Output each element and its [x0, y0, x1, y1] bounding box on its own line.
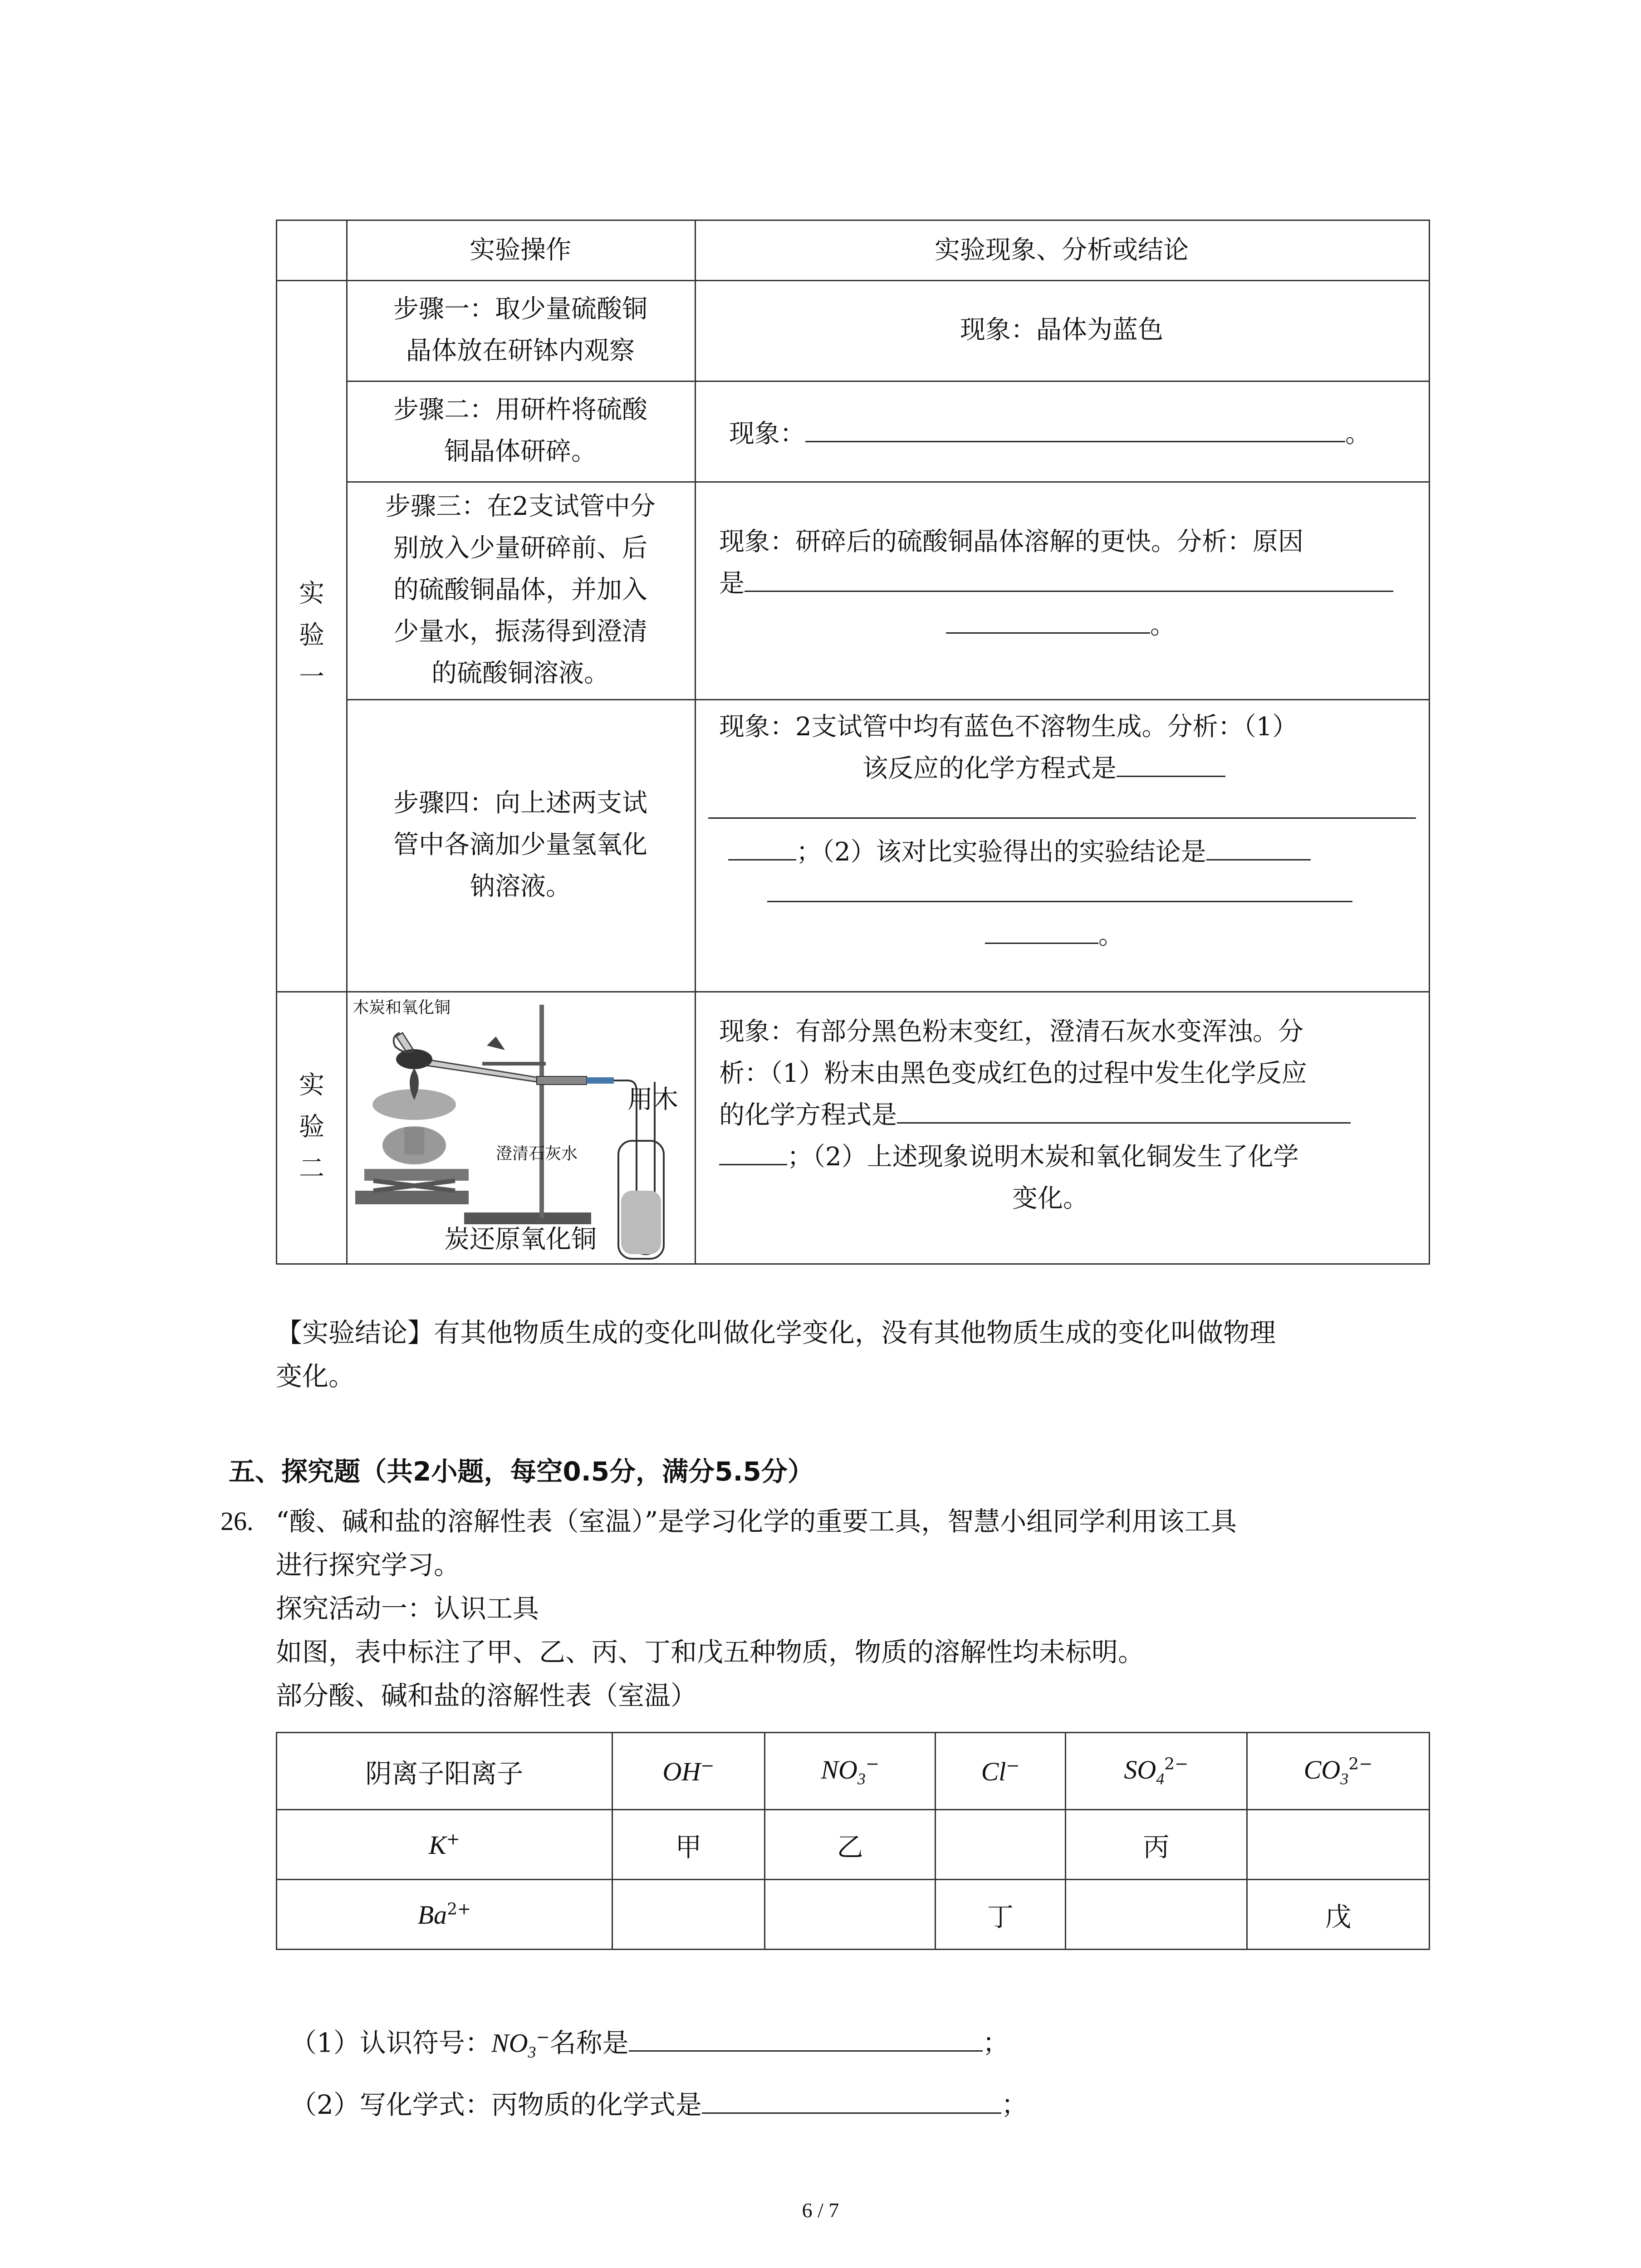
figure-label-charcoal: 木炭和氧化铜 [353, 998, 451, 1017]
answer-blank[interactable] [702, 2083, 1001, 2114]
experiment-conclusion: 【实验结论】有其他物质生成的变化叫做化学变化，没有其他物质生成的变化叫做物理 变化。 [276, 1317, 1276, 1392]
carbon-reduction-apparatus-figure [346, 991, 695, 1263]
table-cell: 乙 [765, 1810, 936, 1880]
answer-blank[interactable] [1117, 748, 1225, 777]
question-26-stem: “酸、碱和盐的溶解性表（室温）”是学习化学的重要工具，智慧小组同学利用该工具 进行探究学习。 探究活动一：认识工具 如图，表中标注了甲、乙、丙、丁和戊五种物质，物质的溶解性均未标明。 部分酸、碱和盐的溶解性表（室温） [276, 1506, 1237, 1711]
step3-operation: 步骤三：在2支试管中分 别放入少量研碎前、后 的硫酸铜晶体，并加入 少量水，振荡得到澄清 的硫酸铜溶液。 [385, 492, 656, 688]
question-2: （2）写化学式：丙物质的化学式是 ； [290, 2083, 1028, 2126]
experiment-table [276, 220, 1430, 1265]
figure-caption: 炭还原氧化铜 [444, 1225, 597, 1254]
section-title: 五、探究题（共2小题，每空0.5分，满分5.5分） [229, 1456, 814, 1487]
answer-blank[interactable] [719, 1137, 787, 1165]
experiment-2-label: 实 验 二 [299, 1070, 324, 1183]
table-cell [1065, 1880, 1247, 1950]
anion-header: OH− [612, 1733, 764, 1810]
table-cell [936, 1810, 1066, 1880]
cation-header: $Ba^{2+}$ [277, 1880, 612, 1950]
anion-header: $CO_3^{2-}$ [1247, 1733, 1429, 1810]
step3-result: 现象：研碎后的硫酸铜晶体溶解的更快。分析：原因 是 。 [719, 521, 1418, 646]
step2-operation: 步骤二：用研杵将硫酸 铜晶体研碎。 [393, 395, 647, 466]
table-cell: 丙 [1065, 1810, 1247, 1880]
step4-operation: 步骤四：向上述两支试 管中各滴加少量氢氧化 钠溶液。 [393, 788, 647, 901]
step2-result: 现象： 。 [729, 413, 1419, 455]
table-cell [1247, 1810, 1429, 1880]
experiment-1-label: 实 验 一 [299, 579, 324, 692]
answer-blank[interactable] [745, 563, 1393, 592]
header-result: 实验现象、分析或结论 [935, 235, 1189, 265]
answer-blank[interactable] [985, 915, 1098, 944]
step1-operation: 步骤一：取少量硫酸铜 晶体放在研钵内观察 [393, 294, 647, 366]
table-corner-header: 阴离子阳离子 [277, 1733, 612, 1810]
table-cell: 甲 [612, 1810, 764, 1880]
question-1: （1）认识符号：$NO_3^-$名称是 ； [290, 2016, 1009, 2074]
step4-result: 现象：2支试管中均有蓝色不溶物生成。分析：（1） 该反应的化学方程式是 ；（2）该对比实验得出的实验结论是 。 [695, 706, 1429, 957]
answer-blank[interactable] [767, 874, 1352, 902]
header-operation: 实验操作 [470, 235, 571, 265]
answer-blank[interactable] [629, 2021, 983, 2052]
table-cell: 丁 [936, 1880, 1066, 1950]
figure-side-label: 用木 [627, 1085, 678, 1114]
table-row [277, 1880, 1430, 1950]
anion-header: $NO_3^-$ [765, 1733, 936, 1810]
answer-blank[interactable] [1206, 832, 1311, 860]
anion-header: $SO_4^{2-}$ [1065, 1733, 1247, 1810]
solubility-table [276, 1732, 1430, 1950]
experiment-2-result: 现象：有部分黑色粉末变红，澄清石灰水变浑浊。分 析：（1）粉末由黑色变成红色的过程中发生化学反应 的化学方程式是 ；（2）上述现象说明木炭和氧化铜发生了化学 变化。 [695, 1011, 1429, 1220]
table-row [277, 1810, 1430, 1880]
figure-label-limewater: 澄清石灰水 [496, 1144, 578, 1163]
answer-blank[interactable] [708, 790, 1416, 819]
anion-header: Cl− [936, 1733, 1066, 1810]
table-cell: 戊 [1247, 1880, 1429, 1950]
question-26-number: 26. [220, 1506, 254, 1536]
table-cell [612, 1880, 764, 1950]
answer-blank[interactable] [897, 1095, 1351, 1124]
table-cell [765, 1880, 936, 1950]
step1-result: 现象：晶体为蓝色 [960, 315, 1163, 345]
answer-blank[interactable] [946, 605, 1150, 634]
answer-blank[interactable] [805, 414, 1345, 442]
page-number: 6 / 7 [802, 2199, 839, 2222]
answer-blank[interactable] [728, 832, 796, 860]
cation-header: K+ [277, 1810, 612, 1880]
